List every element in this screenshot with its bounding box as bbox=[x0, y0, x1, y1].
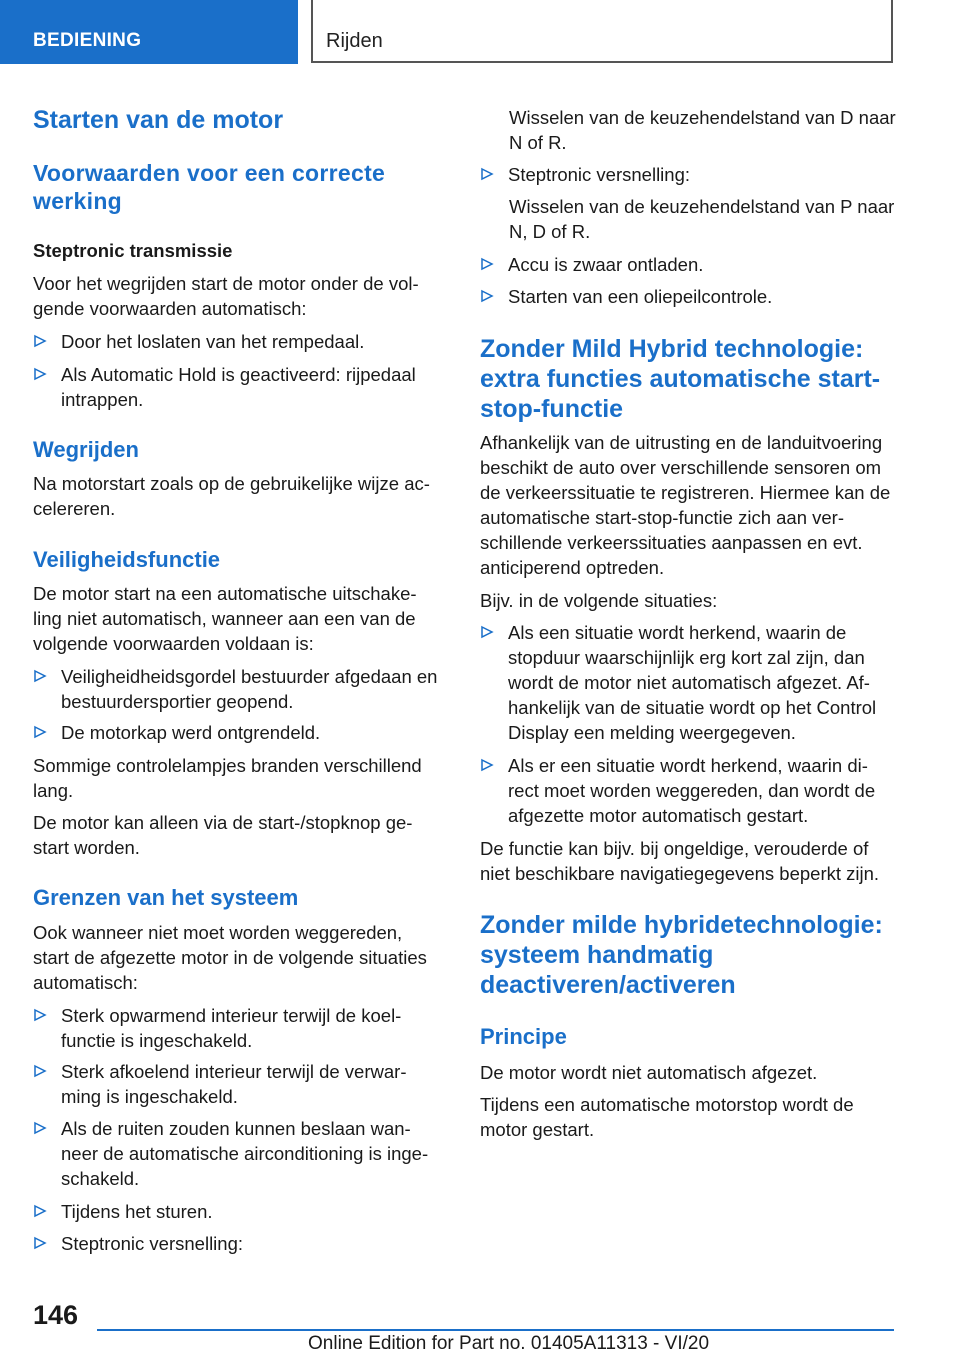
bullet-triangle-icon bbox=[480, 289, 494, 303]
list-item-text: Als Automatic Hold is geactiveerd: rijpedaal intrappen. bbox=[61, 364, 416, 410]
heading-mild-hybrid-extra: Zonder Mild Hybrid technologie: extra functies automatische start-stop-functie bbox=[480, 335, 881, 423]
list-item-text: Steptronic versnelling: bbox=[61, 1233, 244, 1254]
bullet-triangle-icon bbox=[33, 1008, 47, 1022]
chapter-title: Rijden bbox=[326, 30, 383, 52]
chapter-tab bbox=[311, 0, 893, 63]
heading-grenzen: Grenzen van het systeem bbox=[33, 885, 299, 910]
list-item-text: Steptronic versnelling: bbox=[508, 164, 691, 185]
heading-starten: Starten van de motor bbox=[33, 106, 284, 134]
list-item bbox=[33, 1231, 441, 1256]
subheading-steptronic: Steptronic transmissie bbox=[33, 240, 233, 261]
footer-edition: Online Edition for Part no. 01405A11313 - VI/20 bbox=[308, 1333, 710, 1354]
paragraph-controlelampjes: Sommige controlelampjes branden verschillend lang. bbox=[33, 755, 422, 801]
list-item bbox=[33, 329, 441, 354]
list-item-text: Starten van een oliepeilcontrole. bbox=[508, 286, 773, 307]
bullet-triangle-icon bbox=[480, 167, 494, 181]
list-item bbox=[33, 1116, 441, 1191]
paragraph-voorbeeld: Bijv. in de volgende situaties: bbox=[480, 590, 718, 611]
bullet-triangle-icon bbox=[33, 725, 47, 739]
list-item bbox=[480, 284, 896, 309]
list-item-text: Door het loslaten van het rempedaal. bbox=[61, 331, 365, 352]
list-item-text: Accu is zwaar ontladen. bbox=[508, 254, 704, 275]
section-title: BEDIENING bbox=[33, 30, 142, 51]
paragraph-startknop: De motor kan alleen via de start-/stopknop ge-start worden. bbox=[33, 812, 413, 858]
footer-divider bbox=[97, 1329, 894, 1331]
bullet-triangle-icon bbox=[33, 1064, 47, 1078]
list-item-text: Tijdens het sturen. bbox=[61, 1201, 213, 1222]
paragraph-principe-2: Tijdens een automatische motorstop wordt de motor gestart. bbox=[480, 1094, 854, 1140]
paragraph-wegrijden: Na motorstart zoals op de gebruikelijke wijze ac-celereren. bbox=[33, 473, 430, 519]
heading-wegrijden: Wegrijden bbox=[33, 437, 139, 462]
list-item bbox=[480, 620, 896, 745]
bullet-triangle-icon bbox=[480, 257, 494, 271]
heading-veiligheidsfunctie: Veiligheidsfunctie bbox=[33, 547, 221, 572]
bullet-triangle-icon bbox=[33, 1121, 47, 1135]
paragraph-principe-1: De motor wordt niet automatisch afgezet. bbox=[480, 1062, 818, 1083]
list-item bbox=[33, 720, 441, 745]
bullet-triangle-icon bbox=[33, 1236, 47, 1250]
list-item bbox=[33, 1199, 441, 1224]
list-item bbox=[33, 1059, 441, 1109]
list-item-text: Veiligheidheidsgordel bestuurder afgedaan en bestuurdersportier geopend. bbox=[61, 666, 438, 712]
list-item-text: Sterk opwarmend interieur terwijl de koel-functie is ingeschakeld. bbox=[61, 1005, 402, 1051]
heading-handmatig: Zonder milde hybridetechnologie: systeem handmatig deactiveren/activeren bbox=[480, 911, 883, 999]
bullet-triangle-icon bbox=[33, 669, 47, 683]
heading-voorwaarden: Voorwaarden voor een correcte werking bbox=[33, 160, 386, 214]
paragraph-veiligheid: De motor start na een automatische uitschake-ling niet automatisch, wanneer aan een van de volgende voorwaarden voldaan is: bbox=[33, 583, 417, 654]
paragraph-keuzehendel-p: Wisselen van de keuzehendelstand van P naar N, D of R. bbox=[509, 196, 895, 242]
page-number: 146 bbox=[33, 1300, 79, 1330]
list-item-text: Als de ruiten zouden kunnen beslaan wan-neer de automatische airconditioning is inge-schakeld. bbox=[61, 1118, 429, 1189]
list-item bbox=[480, 252, 896, 277]
bullet-triangle-icon bbox=[480, 625, 494, 639]
paragraph-sensoren: Afhankelijk van de uitrusting en de landuitvoering beschikt de auto over verschillende sensoren om de verkeerssituatie te registreren. Hiermee kan de automatische start-stop-functie zich aan ver-schillende verkeerssituaties aanpassen en evt. anticiperend optreden. bbox=[480, 432, 891, 578]
paragraph-grenzen: Ook wanneer niet moet worden weggereden, start de afgezette motor in de volgende situaties automatisch: bbox=[33, 922, 427, 993]
list-item-text: Als een situatie wordt herkend, waarin de stopduur waarschijnlijk erg kort zal zijn, dan wordt de motor niet automatisch afgezet. Af-hankelijk van de situatie wordt op het Control Display een melding weergegeven. bbox=[508, 622, 877, 743]
list-item bbox=[33, 664, 441, 714]
list-item-text: Als er een situatie wordt herkend, waarin di-rect moet worden weggereden, dan wordt de afgezette motor automatisch gestart. bbox=[508, 755, 876, 826]
paragraph-steptronic-intro: Voor het wegrijden start de motor onder de vol-gende voorwaarden automatisch: bbox=[33, 273, 419, 319]
heading-principe: Principe bbox=[480, 1024, 567, 1049]
bullet-triangle-icon bbox=[33, 1204, 47, 1218]
bullet-triangle-icon bbox=[33, 334, 47, 348]
list-item bbox=[33, 1003, 441, 1053]
list-item-text: Sterk afkoelend interieur terwijl de verwar-ming is ingeschakeld. bbox=[61, 1061, 407, 1107]
paragraph-keuzehendel-d: Wisselen van de keuzehendelstand van D naar N of R. bbox=[509, 107, 896, 153]
list-item bbox=[33, 362, 441, 412]
bullet-triangle-icon bbox=[33, 367, 47, 381]
list-item bbox=[480, 162, 896, 187]
section-tab bbox=[0, 0, 298, 64]
list-item-text: De motorkap werd ontgrendeld. bbox=[61, 722, 321, 743]
bullet-triangle-icon bbox=[480, 758, 494, 772]
list-item bbox=[480, 753, 896, 828]
paragraph-navigatiegegevens: De functie kan bijv. bij ongeldige, verouderde of niet beschikbare navigatiegegevens beperkt zijn. bbox=[480, 838, 880, 884]
